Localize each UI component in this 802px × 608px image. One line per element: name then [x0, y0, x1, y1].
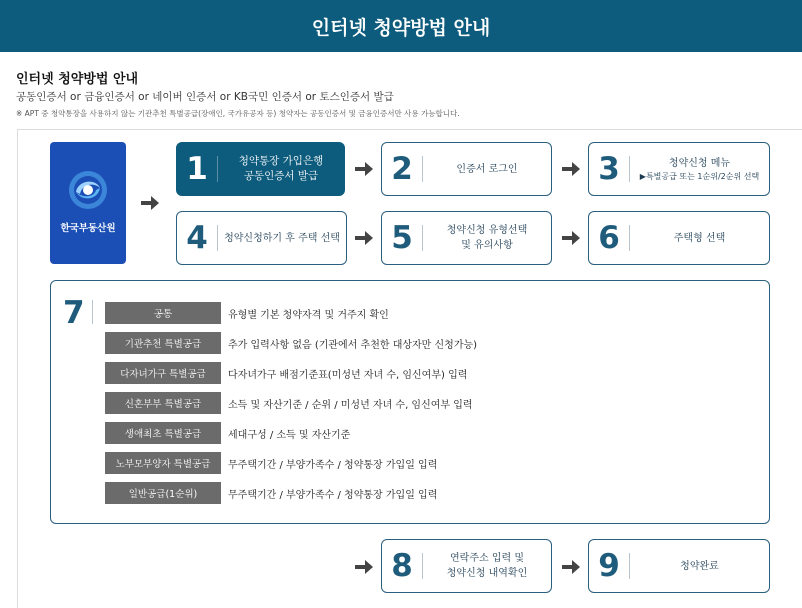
step-label — [423, 162, 551, 177]
intro-title: 인터넷 청약방법 안내 — [16, 72, 139, 87]
supply-type-desc: 세대구성 / 소득 및 자산기준 — [228, 429, 351, 441]
step-number: 1 — [186, 151, 208, 187]
step-label — [630, 559, 769, 574]
page-header — [0, 0, 802, 52]
arrow-right-icon — [353, 230, 375, 246]
step-label — [630, 156, 769, 183]
step-number: 2 — [391, 151, 413, 187]
supply-type-tag: 공통 — [105, 302, 221, 324]
step-6-select-unit-type — [588, 211, 770, 265]
step-number: 6 — [598, 220, 620, 256]
step-number: 9 — [598, 548, 620, 584]
step-label — [218, 154, 344, 184]
supply-type-desc: 추가 입력사항 없음 (기관에서 추천한 대상자만 신청가능) — [228, 339, 478, 351]
step-4-select-housing — [176, 211, 347, 265]
arrow-right-icon — [560, 559, 582, 575]
step-label — [423, 551, 551, 581]
logo-text: 한국부동산원 — [60, 223, 116, 234]
real-estate-board-logo — [50, 142, 126, 264]
step-label-line1: 청약신청 유형선택 — [446, 225, 528, 236]
step-label-line1: 청약신청 메뉴 — [668, 157, 731, 169]
supply-type-desc: 유형별 기본 청약자격 및 거주지 확인 — [228, 309, 389, 321]
step-7-input-details — [50, 280, 770, 524]
supply-type-desc: 무주택기간 / 부양가족수 / 청약통장 가입일 입력 — [228, 459, 438, 471]
step-label-line2: 및 유의사항 — [461, 240, 513, 251]
step-label-line1: 인증서 로그인 — [456, 163, 518, 175]
list-item — [105, 482, 437, 504]
arrow-right-icon — [139, 195, 161, 211]
list-item — [105, 452, 437, 474]
supply-type-desc: 무주택기간 / 부양가족수 / 청약통장 가입일 입력 — [228, 489, 438, 501]
step-number: 5 — [391, 220, 413, 256]
step-label-line1: 주택형 선택 — [673, 232, 726, 244]
step-label-line2: 공동인증서 발급 — [243, 170, 319, 182]
supply-type-tag: 생애최초 특별공급 — [105, 422, 221, 444]
header-title: 인터넷 청약방법 안내 — [311, 16, 491, 39]
supply-type-desc: 다자녀가구 배점기준표(미성년 자녀 수, 임신여부) 입력 — [228, 369, 468, 381]
step-label-line1: 연락주소 입력 및 — [450, 553, 524, 564]
arrow-right-icon — [560, 161, 582, 177]
arrow-right-icon — [560, 230, 582, 246]
step-8-contact-confirm — [381, 539, 552, 593]
step-9-complete — [588, 539, 770, 593]
list-item — [105, 302, 389, 324]
supply-type-tag: 다자녀가구 특별공급 — [105, 362, 221, 384]
step-label — [218, 231, 346, 246]
step-divider — [92, 300, 93, 324]
list-item — [105, 362, 467, 384]
step-label-line2: ▶특별공급 또는 1순위/2순위 선택 — [639, 171, 760, 181]
step-label — [630, 231, 769, 246]
step-2-certificate-login — [381, 142, 552, 196]
step-1-bank-certificate — [176, 142, 345, 196]
step-label-line1: 청약신청하기 후 주택 선택 — [224, 232, 340, 244]
arrow-right-icon — [353, 559, 375, 575]
supply-type-tag: 일반공급(1순위) — [105, 482, 221, 504]
step-label-line2: 청약신청 내역확인 — [446, 568, 528, 579]
step-number: 8 — [391, 548, 413, 584]
supply-type-desc: 소득 및 자산기준 / 순위 / 미성년 자녀 수, 임신여부 입력 — [228, 399, 473, 411]
step-number: 7 — [63, 295, 85, 331]
intro-note: ※ APT 중 청약통장을 사용하지 않는 기관추천 특별공급(장애인, 국가유공자 등) 청약자는 공동인증서 및 금융인증서만 사용 가능합니다. — [16, 109, 460, 118]
list-item — [105, 422, 350, 444]
step-number: 4 — [186, 220, 208, 256]
supply-type-tag: 기관추천 특별공급 — [105, 332, 221, 354]
step-label-line1: 청약완료 — [680, 560, 719, 572]
step-number: 3 — [598, 151, 620, 187]
step-label-line1: 청약통장 가입은행 — [238, 155, 324, 167]
supply-type-tag: 노부모부양자 특별공급 — [105, 452, 221, 474]
step-label — [423, 223, 551, 253]
arrow-right-icon — [353, 161, 375, 177]
step-3-application-menu — [588, 142, 770, 196]
logo-swirl-icon — [68, 170, 108, 210]
intro-subtitle: 공동인증서 or 금융인증서 or 네이버 인증서 or KB국민 인증서 or 토스인증서 발급 — [16, 91, 394, 103]
supply-type-tag: 신혼부부 특별공급 — [105, 392, 221, 414]
list-item — [105, 392, 473, 414]
list-item — [105, 332, 477, 354]
step-5-select-type — [381, 211, 552, 265]
